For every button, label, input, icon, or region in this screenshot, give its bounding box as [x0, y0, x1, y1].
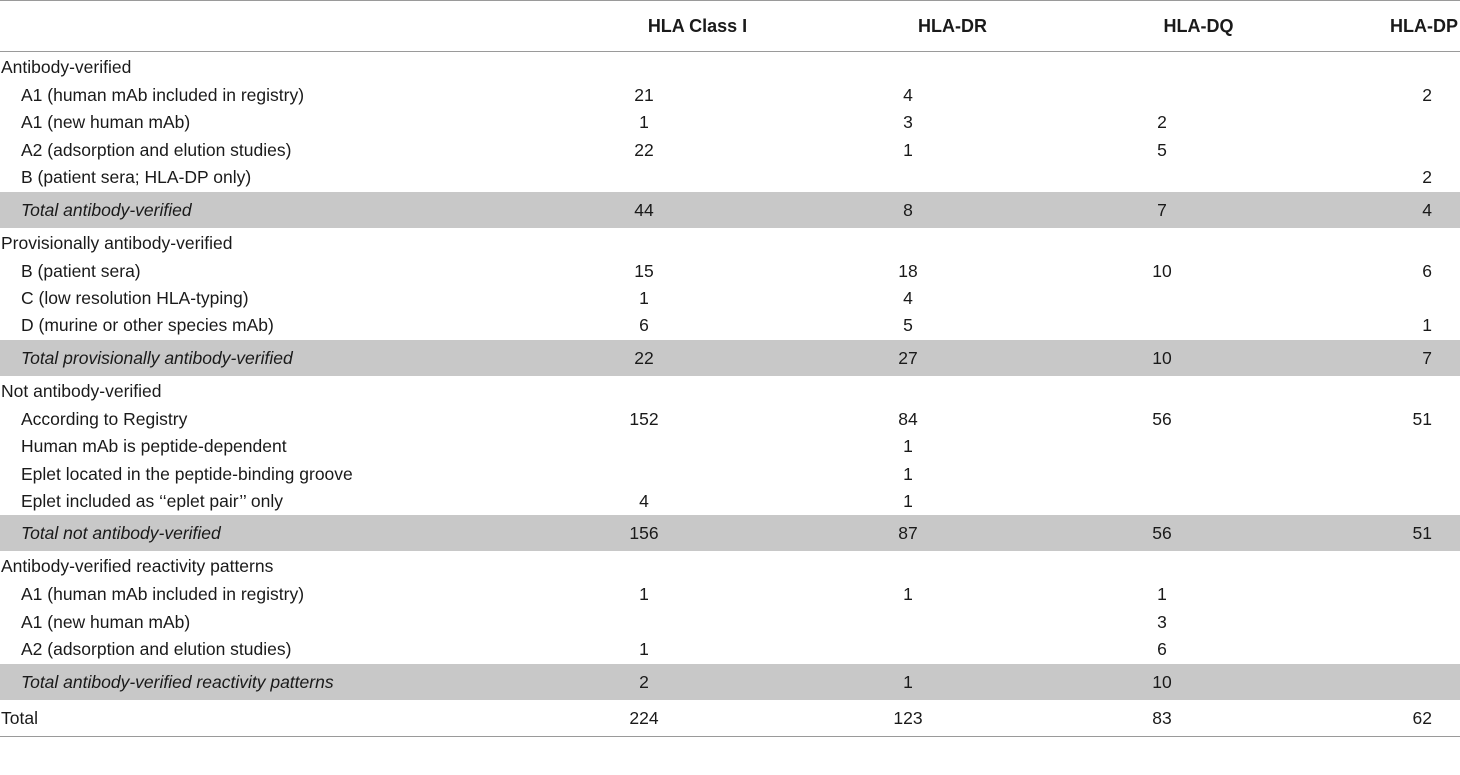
table-row	[0, 406, 1460, 433]
table-row	[0, 581, 1460, 608]
cell-hla-class-i	[500, 406, 785, 433]
row-label: B (patient sera; HLA-DP only)	[21, 167, 252, 188]
section-header-row	[0, 376, 1460, 406]
row-label: Total provisionally antibody-verified	[0, 340, 500, 376]
cell-hla-dq	[1040, 164, 1302, 191]
row-label: Total	[0, 700, 500, 737]
row-label: Eplet included as ‘‘eplet pair’’ only	[21, 491, 284, 512]
cell-hla-dq	[1040, 376, 1302, 406]
table-row	[0, 609, 1460, 636]
table-row	[0, 137, 1460, 164]
cell-hla-class-i	[500, 636, 785, 663]
cell-hla-dr	[785, 636, 1040, 663]
cell-value: 10	[1152, 671, 1172, 692]
cell-hla-dp	[1302, 228, 1460, 258]
cell-hla-dq	[1040, 285, 1302, 312]
cell-value: 8	[903, 199, 913, 220]
cell-hla-dq	[1040, 581, 1302, 608]
table-row	[0, 636, 1460, 663]
cell-hla-dp: 51	[1412, 408, 1432, 429]
cell-hla-dr	[785, 192, 1040, 228]
table-row	[0, 109, 1460, 136]
cell-value: 83	[1152, 707, 1172, 728]
row-label: Total not antibody-verified	[0, 515, 500, 551]
row-label: Total antibody-verified reactivity patterns	[0, 664, 500, 700]
cell-value: 152	[629, 408, 659, 429]
cell-hla-dp	[1302, 551, 1460, 581]
cell-hla-dr	[785, 82, 1040, 109]
cell-value: 87	[898, 523, 918, 544]
cell-hla-class-i	[500, 312, 785, 339]
cell-hla-dp	[1302, 636, 1460, 663]
cell-value: 18	[898, 260, 918, 281]
cell-hla-class-i	[500, 609, 785, 636]
cell-value: 4	[639, 491, 649, 512]
cell-hla-class-i	[500, 581, 785, 608]
cell-hla-class-i	[500, 551, 785, 581]
cell-value: 1	[903, 139, 913, 160]
cell-hla-class-i	[500, 258, 785, 285]
cell-hla-dp	[1302, 581, 1460, 608]
cell-hla-dq	[1040, 52, 1302, 83]
row-label: Antibody-verified reactivity patterns	[1, 556, 274, 577]
cell-hla-dr	[785, 406, 1040, 433]
cell-value: 6	[1157, 639, 1167, 660]
cell-value: 5	[903, 315, 913, 336]
cell-value: 22	[634, 139, 654, 160]
cell-value: 56	[1152, 408, 1172, 429]
cell-hla-dq	[1040, 192, 1302, 228]
cell-value: 3	[903, 112, 913, 133]
cell-hla-dp: 7	[1302, 340, 1460, 376]
cell-value: 15	[634, 260, 654, 281]
table-header	[0, 1, 1460, 52]
header-hla-dq: HLA-DQ	[1040, 1, 1302, 52]
cell-hla-dp: 2	[1422, 167, 1432, 188]
cell-hla-class-i	[500, 515, 785, 551]
cell-hla-dq	[1040, 406, 1302, 433]
cell-hla-class-i	[500, 228, 785, 258]
row-label: C (low resolution HLA-typing)	[21, 288, 249, 309]
cell-value: 1	[639, 639, 649, 660]
cell-hla-dp: 51	[1302, 515, 1460, 551]
row-label: A1 (new human mAb)	[21, 112, 191, 133]
cell-hla-dr	[785, 461, 1040, 488]
cell-value: 56	[1152, 523, 1172, 544]
header-hla-dp: HLA-DP	[1302, 1, 1460, 52]
cell-hla-class-i	[500, 52, 785, 83]
cell-hla-dr	[785, 515, 1040, 551]
cell-hla-dq	[1040, 515, 1302, 551]
cell-hla-class-i	[500, 433, 785, 460]
cell-value: 1	[1157, 584, 1167, 605]
cell-hla-dq	[1040, 228, 1302, 258]
cell-hla-dq	[1040, 609, 1302, 636]
cell-hla-dr	[785, 551, 1040, 581]
cell-value: 1	[639, 112, 649, 133]
cell-value: 1	[903, 671, 913, 692]
table-row	[0, 285, 1460, 312]
cell-value: 1	[639, 584, 649, 605]
cell-hla-dq	[1040, 433, 1302, 460]
row-label: A1 (human mAb included in registry)	[21, 584, 305, 605]
cell-value: 27	[898, 347, 918, 368]
cell-hla-dp	[1302, 285, 1460, 312]
cell-hla-dr	[785, 581, 1040, 608]
cell-hla-class-i	[500, 376, 785, 406]
row-label: Eplet located in the peptide-binding groove	[21, 463, 353, 484]
cell-hla-dp	[1302, 488, 1460, 515]
cell-hla-dr	[785, 52, 1040, 83]
row-label: Human mAb is peptide-dependent	[21, 436, 287, 457]
row-label: A1 (human mAb included in registry)	[21, 85, 305, 105]
cell-hla-class-i	[500, 109, 785, 136]
row-label: D (murine or other species mAb)	[21, 315, 274, 336]
cell-hla-dr	[785, 109, 1040, 136]
row-label: B (patient sera)	[21, 260, 141, 281]
cell-hla-class-i	[500, 137, 785, 164]
row-label: Not antibody-verified	[1, 380, 162, 401]
cell-value: 4	[903, 85, 913, 105]
cell-value: 10	[1152, 260, 1172, 281]
section-header-row	[0, 551, 1460, 581]
cell-value: 2	[639, 671, 649, 692]
cell-value: 4	[903, 288, 913, 309]
cell-hla-class-i	[500, 340, 785, 376]
cell-value: 10	[1152, 347, 1172, 368]
header-row	[0, 1, 1460, 52]
cell-hla-dr	[785, 228, 1040, 258]
cell-value: 1	[903, 463, 913, 484]
cell-hla-dr	[785, 258, 1040, 285]
cell-value: 156	[629, 523, 659, 544]
cell-hla-dq	[1040, 551, 1302, 581]
cell-hla-dq	[1040, 488, 1302, 515]
cell-hla-dq	[1040, 109, 1302, 136]
cell-hla-class-i	[500, 164, 785, 191]
cell-hla-dq	[1040, 340, 1302, 376]
table-row	[0, 461, 1460, 488]
cell-value: 123	[893, 707, 923, 728]
table-body	[0, 52, 1460, 737]
cell-value: 3	[1157, 611, 1167, 632]
cell-hla-class-i	[500, 192, 785, 228]
cell-hla-dp	[1302, 461, 1460, 488]
cell-hla-dq	[1040, 700, 1302, 737]
cell-hla-class-i	[500, 488, 785, 515]
cell-hla-dr	[785, 609, 1040, 636]
cell-hla-dp	[1302, 376, 1460, 406]
cell-value: 21	[634, 85, 654, 105]
cell-hla-dp: 4	[1302, 192, 1460, 228]
cell-hla-dq	[1040, 258, 1302, 285]
cell-hla-dp: 1	[1422, 315, 1432, 336]
cell-value: 7	[1157, 199, 1167, 220]
cell-value: 1	[903, 584, 913, 605]
cell-hla-dr	[785, 164, 1040, 191]
cell-value: 1	[903, 491, 913, 512]
cell-hla-dq	[1040, 664, 1302, 700]
cell-value: 1	[639, 288, 649, 309]
cell-hla-dq	[1040, 137, 1302, 164]
section-header-row	[0, 228, 1460, 258]
table-row	[0, 82, 1460, 109]
cell-hla-dq	[1040, 461, 1302, 488]
cell-hla-dr	[785, 700, 1040, 737]
cell-hla-dq	[1040, 312, 1302, 339]
row-label: A2 (adsorption and elution studies)	[21, 139, 292, 160]
cell-value: 224	[629, 707, 659, 728]
grand-total-row	[0, 700, 1460, 737]
row-label: According to Registry	[21, 408, 188, 429]
cell-value: 2	[1157, 112, 1167, 133]
cell-hla-dp: 6	[1422, 260, 1432, 281]
cell-hla-dp	[1302, 52, 1460, 83]
header-hla-class-i: HLA Class I	[500, 1, 785, 52]
cell-hla-dr	[785, 137, 1040, 164]
table-row	[0, 433, 1460, 460]
cell-hla-dp	[1302, 109, 1460, 136]
cell-hla-dr	[785, 376, 1040, 406]
header-category	[0, 1, 500, 52]
row-label: Total antibody-verified	[0, 192, 500, 228]
cell-hla-dq	[1040, 636, 1302, 663]
row-label: A2 (adsorption and elution studies)	[21, 639, 292, 660]
cell-value: 44	[634, 199, 654, 220]
cell-hla-dp	[1302, 137, 1460, 164]
cell-value: 22	[634, 347, 654, 368]
cell-value: 1	[903, 436, 913, 457]
cell-hla-class-i	[500, 461, 785, 488]
table-row	[0, 312, 1460, 339]
cell-hla-dr	[785, 488, 1040, 515]
cell-value: 6	[639, 315, 649, 336]
cell-hla-class-i	[500, 664, 785, 700]
row-label: Antibody-verified	[1, 57, 132, 77]
cell-hla-dp: 62	[1302, 700, 1460, 737]
cell-hla-dp	[1302, 664, 1460, 700]
total-row	[0, 340, 1460, 376]
cell-hla-dr	[785, 312, 1040, 339]
cell-hla-dr	[785, 340, 1040, 376]
cell-hla-dq	[1040, 82, 1302, 109]
section-header-row	[0, 52, 1460, 83]
cell-hla-dp	[1302, 609, 1460, 636]
table-row	[0, 258, 1460, 285]
row-label: Provisionally antibody-verified	[1, 232, 233, 253]
cell-hla-dp: 2	[1422, 85, 1432, 105]
cell-hla-class-i	[500, 285, 785, 312]
total-row	[0, 192, 1460, 228]
cell-hla-class-i	[500, 82, 785, 109]
cell-value: 5	[1157, 139, 1167, 160]
row-label: A1 (new human mAb)	[21, 611, 191, 632]
total-row	[0, 664, 1460, 700]
cell-hla-dp	[1302, 433, 1460, 460]
header-hla-dr: HLA-DR	[785, 1, 1040, 52]
cell-hla-class-i	[500, 700, 785, 737]
table-row	[0, 488, 1460, 515]
cell-value: 84	[898, 408, 918, 429]
total-row	[0, 515, 1460, 551]
cell-hla-dr	[785, 664, 1040, 700]
table-row	[0, 164, 1460, 191]
cell-hla-dr	[785, 433, 1040, 460]
cell-hla-dr	[785, 285, 1040, 312]
